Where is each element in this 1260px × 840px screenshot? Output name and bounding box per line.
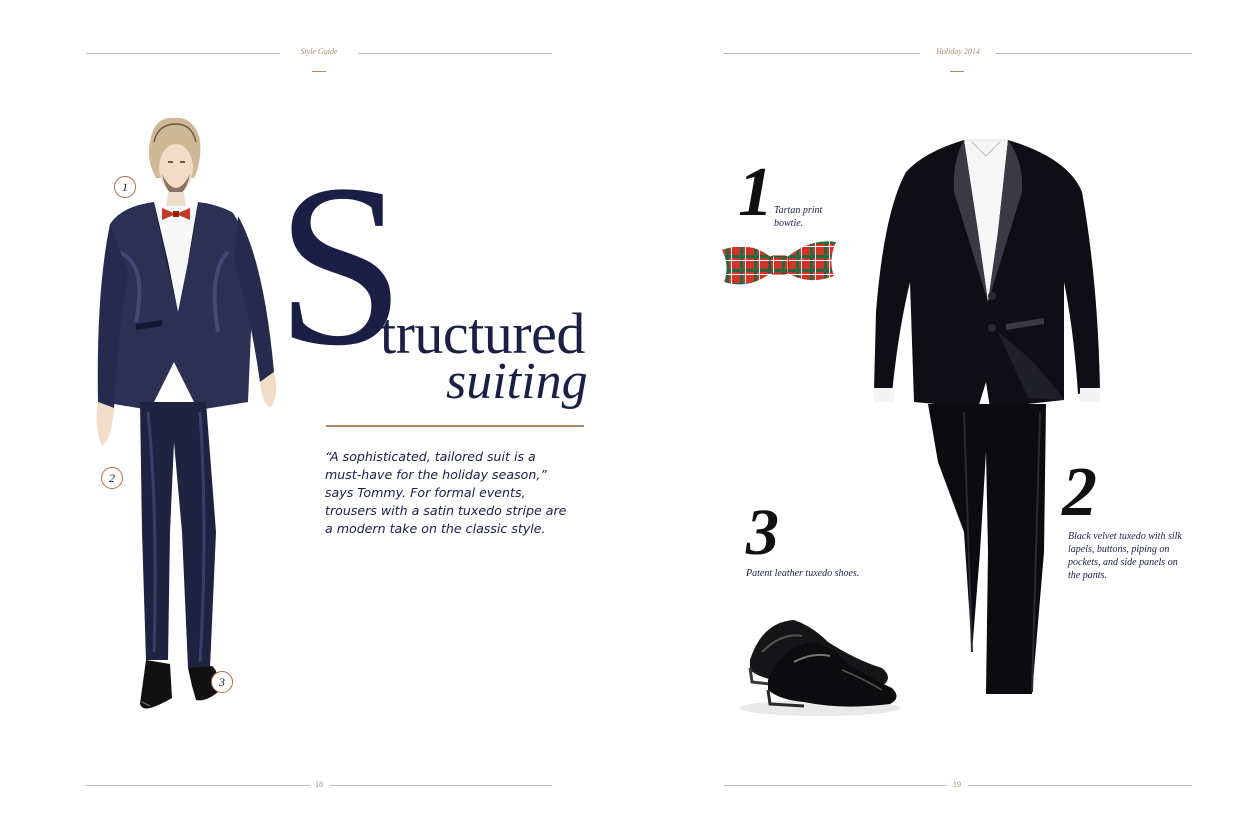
item-caption-1: Tartan print bowtie. bbox=[774, 205, 823, 229]
page-title: tructured bbox=[380, 301, 585, 366]
header-rule-left-a bbox=[86, 53, 280, 54]
tuxedo-photo bbox=[868, 132, 1110, 696]
footer-rule-right-a bbox=[724, 785, 946, 786]
folio-left: 18 bbox=[315, 780, 323, 789]
header-rule-right-b bbox=[996, 53, 1192, 54]
pull-quote: “A sophisticated, tailored suit is a must-have for the holiday season,” says Tommy. For formal events, trousers with a satin tuxedo stripe are a modern take on the classic style. bbox=[325, 449, 567, 536]
fashion-illustration bbox=[88, 112, 288, 722]
header-rule-left-b bbox=[358, 53, 552, 54]
bowtie-photo bbox=[720, 236, 838, 294]
marker-3: 3 bbox=[211, 671, 233, 693]
header-dash-right bbox=[950, 71, 964, 72]
header-rule-right-a bbox=[724, 53, 920, 54]
title-rule bbox=[326, 425, 584, 427]
running-head-left: Style Guide bbox=[300, 47, 338, 56]
item-number-2: 2 bbox=[1062, 454, 1097, 531]
item-caption-3: Patent leather tuxedo shoes. bbox=[746, 568, 860, 579]
title-initial: S bbox=[276, 137, 406, 394]
header-dash-left bbox=[312, 71, 326, 72]
item-caption-2: Black velvet tuxedo with silk lapels, buttons, piping on pockets, and side panels on the pants. bbox=[1068, 531, 1182, 581]
footer-rule-left-a bbox=[86, 785, 310, 786]
marker-2: 2 bbox=[101, 467, 123, 489]
item-number-1: 1 bbox=[738, 154, 773, 231]
folio-right: 19 bbox=[953, 780, 961, 789]
item-number-3: 3 bbox=[746, 496, 779, 569]
footer-rule-right-b bbox=[968, 785, 1192, 786]
running-head-right: Holiday 2014 bbox=[936, 47, 980, 56]
shoes-photo bbox=[732, 612, 902, 722]
marker-1: 1 bbox=[114, 176, 136, 198]
page-subtitle: suiting bbox=[446, 353, 588, 410]
footer-rule-left-b bbox=[330, 785, 552, 786]
